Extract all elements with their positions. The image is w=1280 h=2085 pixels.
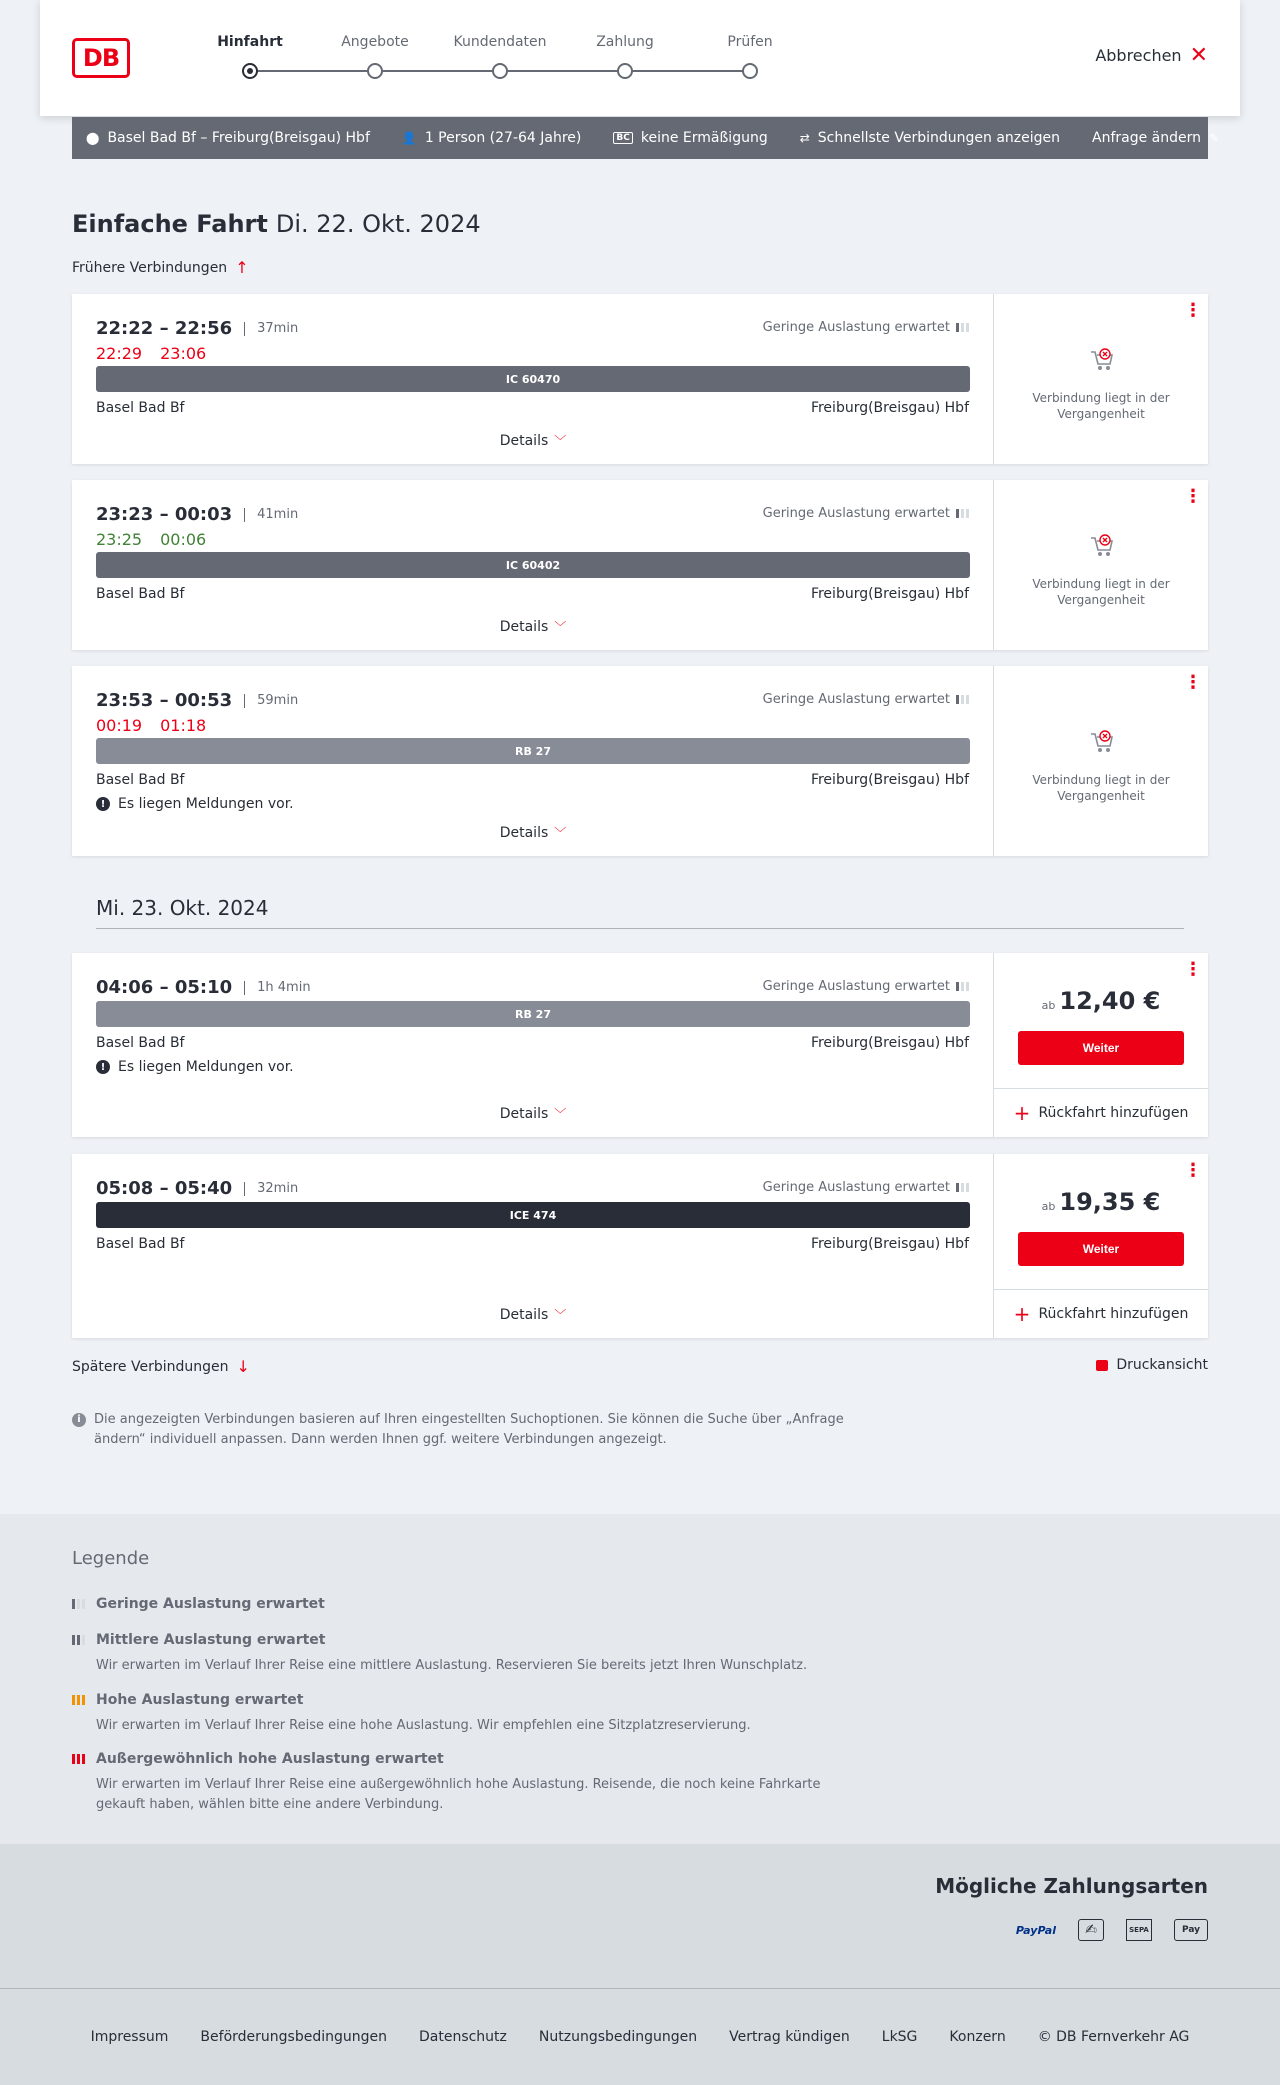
realtime-arrival: 23:06 bbox=[160, 344, 207, 363]
connection-card[interactable] bbox=[72, 480, 1208, 650]
details-label: Details bbox=[499, 1307, 549, 1323]
legend-section bbox=[0, 1514, 1280, 1844]
traveller-summary bbox=[402, 130, 582, 146]
notice-text: Es liegen Meldungen vor. bbox=[118, 1059, 294, 1075]
legend-item-description: Wir erwarten im Verlauf Ihrer Reise eine mittlere Auslastung. Reservieren Sie bereits jetzt Ihren Wunschplatz. bbox=[96, 1658, 808, 1673]
details-toggle[interactable] bbox=[72, 1105, 994, 1122]
earlier-connections-label: Frühere Verbindungen bbox=[72, 259, 228, 276]
occupancy-label: Geringe Auslastung erwartet bbox=[762, 979, 950, 994]
connection-info bbox=[72, 666, 994, 856]
step-angebote: Angebote bbox=[341, 34, 409, 50]
occupancy-low-icon bbox=[956, 323, 969, 332]
past-connection-note: Verbindung liegt in der Vergangenheit bbox=[1032, 391, 1170, 421]
print-view-link[interactable] bbox=[1096, 1357, 1208, 1373]
info-icon: i bbox=[72, 1413, 86, 1427]
details-label: Details bbox=[499, 619, 549, 635]
more-options-icon[interactable]: ⋮ bbox=[1184, 300, 1202, 321]
realtime-times bbox=[96, 344, 206, 363]
occupancy-info bbox=[763, 1180, 969, 1195]
step-dot-kundendaten bbox=[492, 63, 508, 79]
duration: 32min bbox=[244, 1182, 298, 1196]
occupancy-info bbox=[763, 692, 969, 707]
notice-message[interactable] bbox=[96, 1059, 294, 1075]
occupancy-info bbox=[763, 320, 969, 335]
info-text: Die angezeigten Verbindungen basieren auf Ihren eingestellten Suchoptionen. Sie können die Suche über „Anfrage ändern“ individuell anpassen. Dann werden Ihnen ggf. weitere Verbindungen angezeigt. bbox=[94, 1412, 844, 1447]
departure-station: Basel Bad Bf bbox=[96, 1236, 185, 1252]
earlier-connections-link[interactable] bbox=[72, 258, 249, 277]
price-prefix: ab bbox=[1041, 999, 1056, 1012]
step-dot-angebote bbox=[367, 63, 383, 79]
more-options-icon[interactable]: ⋮ bbox=[1184, 486, 1202, 507]
arrival-station: Freiburg(Breisgau) Hbf bbox=[810, 586, 969, 602]
add-return-button[interactable] bbox=[994, 1088, 1208, 1137]
train-bar[interactable]: RB 27 bbox=[96, 738, 970, 764]
cart-unavailable-icon bbox=[1089, 730, 1115, 754]
arrival-station: Freiburg(Breisgau) Hbf bbox=[810, 400, 969, 416]
header bbox=[40, 0, 1240, 116]
later-connections-link[interactable] bbox=[72, 1357, 250, 1376]
footer-link-vertrag-kuendigen[interactable]: Vertrag kündigen bbox=[729, 2029, 850, 2045]
search-summary-bar bbox=[72, 117, 1220, 159]
warning-icon: ! bbox=[96, 797, 110, 811]
cancel-button[interactable] bbox=[1095, 42, 1208, 68]
arrow-down-icon: ↓ bbox=[236, 1357, 250, 1376]
train-bar[interactable]: ICE 474 bbox=[96, 1202, 970, 1228]
legend-item-title: Außergewöhnlich hohe Auslastung erwartet bbox=[96, 1751, 444, 1767]
connection-info bbox=[72, 294, 994, 464]
swap-arrows-icon: ⇄ bbox=[799, 131, 810, 145]
cart-unavailable-icon bbox=[1089, 348, 1115, 372]
legend-item-title: Hohe Auslastung erwartet bbox=[96, 1692, 304, 1708]
realtime-departure: 00:19 bbox=[96, 716, 143, 735]
offer-panel bbox=[994, 666, 1208, 856]
occupancy-low-icon bbox=[956, 982, 969, 991]
connection-times bbox=[96, 318, 298, 339]
notice-message[interactable] bbox=[96, 796, 294, 812]
occupancy-label: Geringe Auslastung erwartet bbox=[762, 1180, 950, 1195]
legend-item-low bbox=[72, 1596, 872, 1612]
details-toggle[interactable] bbox=[72, 1306, 994, 1323]
details-label: Details bbox=[499, 433, 549, 449]
duration: 1h 4min bbox=[244, 981, 310, 995]
more-options-icon[interactable]: ⋮ bbox=[1184, 959, 1202, 980]
payment-icons bbox=[1016, 1918, 1208, 1942]
step-hinfahrt: Hinfahrt bbox=[217, 34, 283, 50]
payment-methods-title: Mögliche Zahlungsarten bbox=[935, 1874, 1208, 1898]
discount-text: keine Ermäßigung bbox=[640, 130, 768, 146]
more-options-icon[interactable]: ⋮ bbox=[1184, 1160, 1202, 1181]
step-dot-pruefen bbox=[742, 63, 758, 79]
arrival-station: Freiburg(Breisgau) Hbf bbox=[810, 1236, 969, 1252]
details-toggle[interactable] bbox=[72, 824, 994, 841]
person-icon: 👤 bbox=[401, 131, 417, 145]
traveller-text: 1 Person (27-64 Jahre) bbox=[424, 130, 582, 146]
cancel-label: Abbrechen bbox=[1095, 46, 1182, 65]
info-note bbox=[72, 1410, 872, 1450]
step-zahlung: Zahlung bbox=[596, 34, 654, 50]
connection-card[interactable] bbox=[72, 1154, 1208, 1338]
train-bar[interactable]: IC 60402 bbox=[96, 552, 970, 578]
details-toggle[interactable] bbox=[72, 618, 994, 635]
pencil-icon: ✎ bbox=[1209, 131, 1220, 145]
footer-link-befoerderungsbedingungen[interactable]: Beförderungsbedingungen bbox=[200, 2029, 387, 2045]
duration: 59min bbox=[244, 694, 298, 708]
occupancy-high-icon bbox=[72, 1695, 88, 1705]
option-summary bbox=[800, 130, 1060, 146]
paypal-icon: PayPal bbox=[1015, 1923, 1056, 1937]
step-dot-hinfahrt bbox=[242, 63, 258, 79]
price-value: 19,35 € bbox=[1059, 1188, 1161, 1216]
step-kundendaten: Kundendaten bbox=[453, 34, 547, 50]
occupancy-info bbox=[763, 506, 969, 521]
booking-stepper bbox=[180, 34, 773, 94]
planned-times: 05:08 – 05:40 bbox=[96, 1178, 233, 1199]
train-bar[interactable]: RB 27 bbox=[96, 1001, 970, 1027]
chevron-down-icon: ﹀ bbox=[554, 620, 567, 634]
continue-button[interactable]: Weiter bbox=[1018, 1031, 1184, 1065]
route-text: Basel Bad Bf – Freiburg(Breisgau) Hbf bbox=[107, 130, 370, 146]
chevron-down-icon: ﹀ bbox=[554, 826, 567, 840]
connection-times bbox=[96, 504, 298, 525]
realtime-departure: 22:29 bbox=[96, 344, 143, 363]
occupancy-low-icon bbox=[956, 509, 969, 518]
print-view-label: Druckansicht bbox=[1116, 1357, 1208, 1373]
occupancy-low-icon bbox=[72, 1599, 88, 1609]
continue-button[interactable]: Weiter bbox=[1018, 1232, 1184, 1266]
occupancy-label: Geringe Auslastung erwartet bbox=[762, 506, 950, 521]
offer-panel bbox=[994, 480, 1208, 650]
connection-info bbox=[72, 1154, 994, 1338]
duration: 37min bbox=[244, 322, 298, 336]
departure-station: Basel Bad Bf bbox=[96, 772, 185, 788]
step-dot-zahlung bbox=[617, 63, 633, 79]
page-title-text: Einfache Fahrt bbox=[72, 210, 268, 238]
connection-times bbox=[96, 1178, 298, 1199]
occupancy-very-high-icon bbox=[72, 1754, 88, 1764]
realtime-arrival: 00:06 bbox=[160, 530, 207, 549]
printer-icon bbox=[1096, 1360, 1108, 1371]
direct-debit-icon: ✍ bbox=[1078, 1919, 1104, 1941]
price-value: 12,40 € bbox=[1059, 987, 1161, 1015]
planned-times: 23:23 – 00:03 bbox=[96, 504, 233, 525]
duration: 41min bbox=[244, 508, 298, 522]
sepa-icon: SEPA bbox=[1126, 1919, 1152, 1941]
notice-text: Es liegen Meldungen vor. bbox=[118, 796, 294, 812]
add-return-label: Rückfahrt hinzufügen bbox=[1038, 1306, 1189, 1322]
realtime-arrival: 01:18 bbox=[160, 716, 207, 735]
legend-item-medium bbox=[72, 1632, 872, 1676]
close-icon: ✕ bbox=[1189, 42, 1208, 68]
legend-title: Legende bbox=[72, 1548, 150, 1569]
discount-summary bbox=[613, 130, 767, 146]
arrival-station: Freiburg(Breisgau) Hbf bbox=[810, 772, 969, 788]
realtime-times bbox=[96, 716, 206, 735]
legend-item-description: Wir erwarten im Verlauf Ihrer Reise eine außergewöhnlich hohe Auslastung. Reisende, die noch keine Fahrkarte gekauft haben, wählen bitte eine andere Verbindung. bbox=[96, 1777, 821, 1812]
footer-copyright: © DB Fernverkehr AG bbox=[1037, 2029, 1190, 2045]
occupancy-label: Geringe Auslastung erwartet bbox=[762, 320, 950, 335]
add-return-label: Rückfahrt hinzufügen bbox=[1038, 1105, 1189, 1121]
legend-item-description: Wir erwarten im Verlauf Ihrer Reise eine hohe Auslastung. Wir empfehlen eine Sitzplatzreservierung. bbox=[96, 1718, 751, 1733]
change-request-label: Anfrage ändern bbox=[1092, 130, 1201, 146]
footer bbox=[0, 1988, 1280, 2085]
details-toggle[interactable] bbox=[72, 432, 994, 449]
add-return-button[interactable] bbox=[994, 1289, 1208, 1338]
location-pin-icon: ⬤ bbox=[86, 131, 100, 145]
payment-methods-section bbox=[0, 1844, 1280, 1988]
occupancy-low-icon bbox=[956, 695, 969, 704]
realtime-departure: 23:25 bbox=[96, 530, 143, 549]
planned-times: 04:06 – 05:10 bbox=[96, 977, 233, 998]
connection-card[interactable] bbox=[72, 294, 1208, 464]
connection-times bbox=[96, 977, 311, 998]
offer-panel bbox=[994, 1154, 1208, 1338]
legend-item-very-high bbox=[72, 1751, 852, 1815]
option-text: Schnellste Verbindungen anzeigen bbox=[817, 130, 1060, 146]
occupancy-label: Geringe Auslastung erwartet bbox=[762, 692, 950, 707]
db-logo[interactable]: DB bbox=[72, 38, 130, 78]
footer-link-nutzungsbedingungen[interactable]: Nutzungsbedingungen bbox=[538, 2029, 698, 2045]
offer-panel bbox=[994, 294, 1208, 464]
connection-times bbox=[96, 690, 298, 711]
past-connection-note: Verbindung liegt in der Vergangenheit bbox=[1032, 773, 1170, 803]
details-label: Details bbox=[499, 825, 549, 841]
occupancy-info bbox=[763, 979, 969, 994]
change-request-button[interactable] bbox=[1092, 130, 1219, 146]
cart-unavailable-icon bbox=[1089, 534, 1115, 558]
planned-times: 23:53 – 00:53 bbox=[96, 690, 233, 711]
page-title bbox=[72, 210, 481, 238]
planned-times: 22:22 – 22:56 bbox=[96, 318, 233, 339]
route-summary bbox=[86, 130, 370, 146]
chevron-down-icon: ﹀ bbox=[554, 1308, 567, 1322]
footer-link-impressum[interactable]: Impressum bbox=[90, 2029, 169, 2045]
departure-station: Basel Bad Bf bbox=[96, 1035, 185, 1051]
connection-card[interactable] bbox=[72, 953, 1208, 1137]
chevron-down-icon: ﹀ bbox=[554, 1107, 567, 1121]
price-prefix: ab bbox=[1041, 1200, 1056, 1213]
arrival-station: Freiburg(Breisgau) Hbf bbox=[810, 1035, 969, 1051]
legend-item-title: Geringe Auslastung erwartet bbox=[96, 1596, 325, 1612]
connection-card[interactable] bbox=[72, 666, 1208, 856]
footer-link-lksg[interactable]: LkSG bbox=[881, 2029, 918, 2045]
legend-item-high bbox=[72, 1692, 872, 1736]
footer-link-konzern[interactable]: Konzern bbox=[949, 2029, 1006, 2045]
details-label: Details bbox=[499, 1106, 549, 1122]
chevron-down-icon: ﹀ bbox=[554, 434, 567, 448]
step-pruefen: Prüfen bbox=[727, 34, 773, 50]
footer-link-datenschutz[interactable]: Datenschutz bbox=[418, 2029, 507, 2045]
later-connections-label: Spätere Verbindungen bbox=[72, 1358, 229, 1375]
connection-info bbox=[72, 953, 994, 1137]
departure-station: Basel Bad Bf bbox=[96, 586, 185, 602]
departure-station: Basel Bad Bf bbox=[96, 400, 185, 416]
train-bar[interactable]: IC 60470 bbox=[96, 366, 970, 392]
past-connection-note: Verbindung liegt in der Vergangenheit bbox=[1032, 577, 1170, 607]
connection-info bbox=[72, 480, 994, 650]
price bbox=[994, 1188, 1208, 1216]
realtime-times bbox=[96, 530, 206, 549]
occupancy-medium-icon bbox=[72, 1635, 88, 1645]
occupancy-low-icon bbox=[956, 1183, 969, 1192]
legend-item-title: Mittlere Auslastung erwartet bbox=[96, 1632, 326, 1648]
price bbox=[994, 987, 1208, 1015]
day-separator: Mi. 23. Okt. 2024 bbox=[96, 896, 1184, 929]
apple-pay-icon: Pay bbox=[1174, 1919, 1208, 1941]
plus-icon: + bbox=[1013, 1302, 1031, 1326]
offer-panel bbox=[994, 953, 1208, 1137]
page-date: Di. 22. Okt. 2024 bbox=[275, 210, 481, 238]
arrow-up-icon: ↑ bbox=[235, 258, 249, 277]
bahncard-icon: BC bbox=[613, 132, 632, 144]
warning-icon: ! bbox=[96, 1060, 110, 1074]
plus-icon: + bbox=[1013, 1101, 1031, 1125]
more-options-icon[interactable]: ⋮ bbox=[1184, 672, 1202, 693]
